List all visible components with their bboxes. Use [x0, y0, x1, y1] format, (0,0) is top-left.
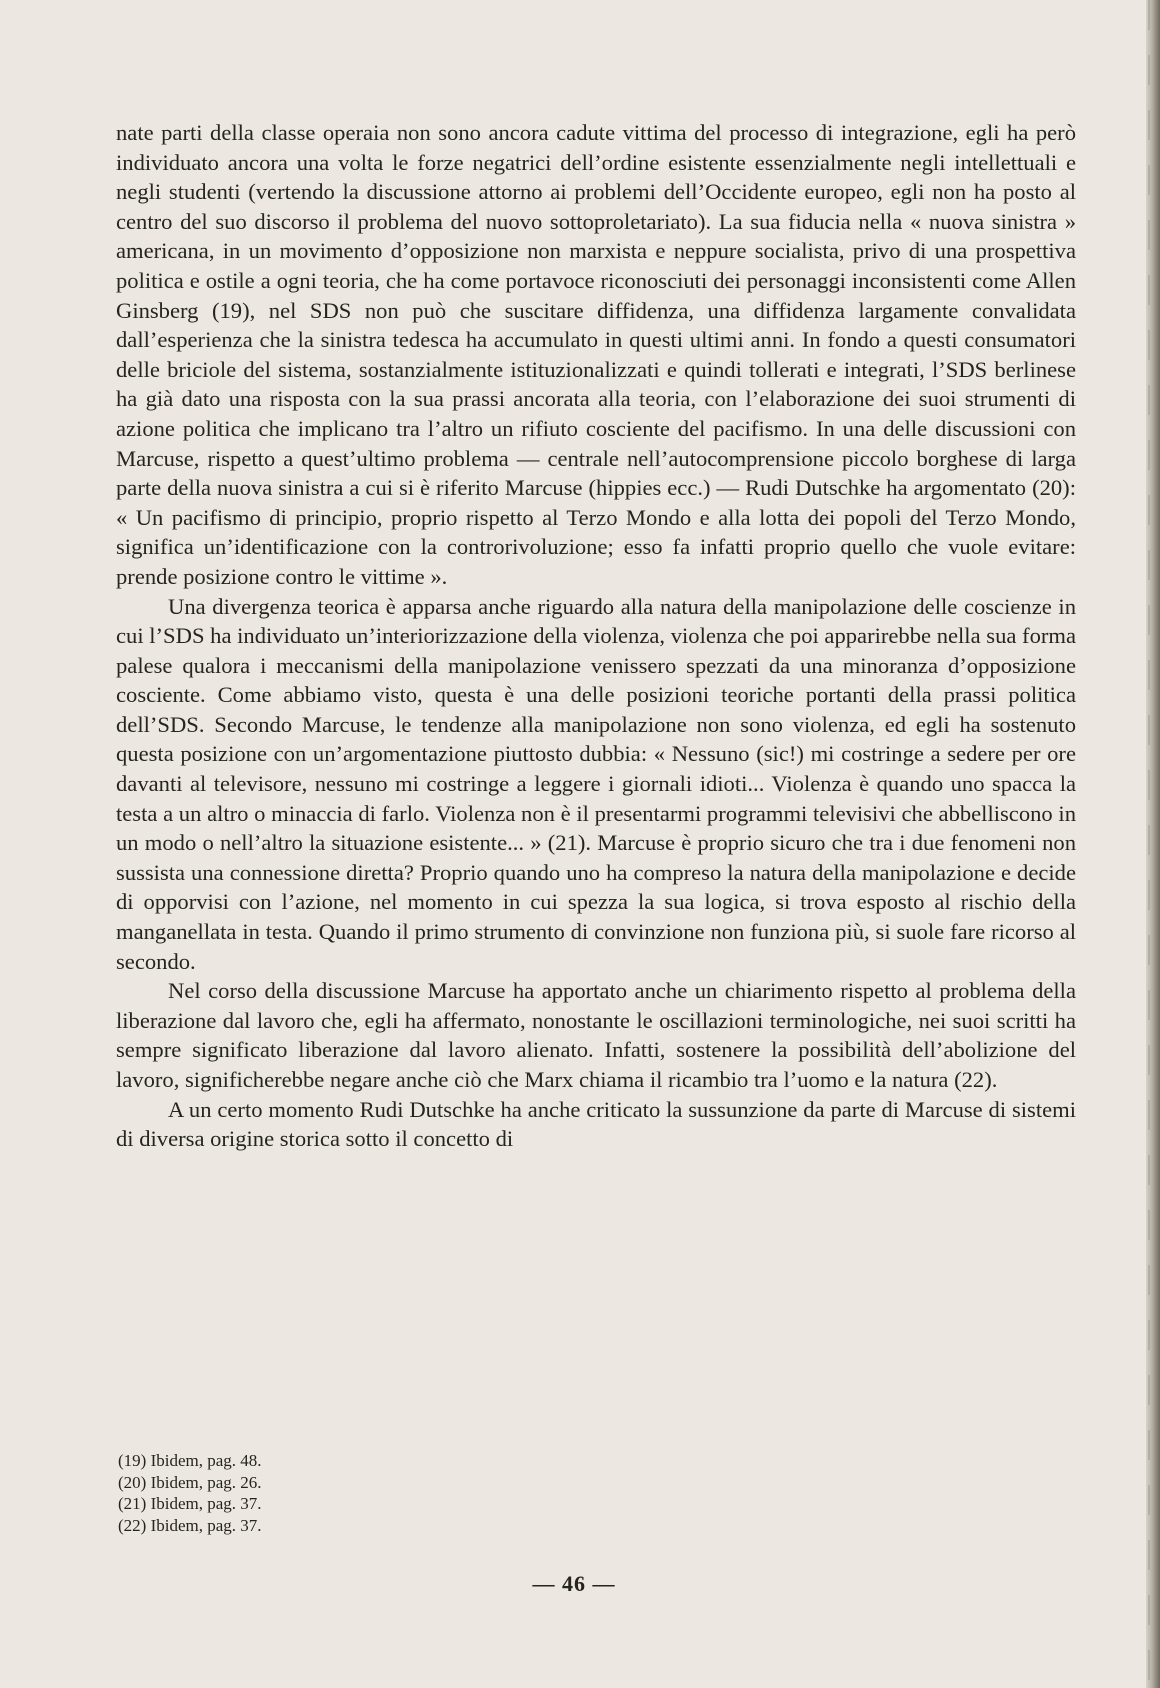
footnote-22: (22) Ibidem, pag. 37. [118, 1515, 262, 1535]
footnote-21: (21) Ibidem, pag. 37. [118, 1494, 262, 1513]
footnote-19: (19) Ibidem, pag. 48. [118, 1451, 262, 1470]
footnote-20: (20) Ibidem, pag. 26. [118, 1472, 262, 1492]
paragraph-3: Nel corso della discussione Marcuse ha apportato anche un chiarimento rispetto al problema della liberazione dal lavoro che, egli ha affermato, nonostante le oscillazioni terminologiche, nei suoi scritti ha sempre significato liberazione dal lavoro alienato. Infatti, sostenere la possibilità dell’abolizione del lavoro, significherebbe negare anche ciò che Marx chiama il ricambio tra l’uomo e la natura (22). [116, 978, 1076, 1092]
footnotes [118, 1450, 718, 1536]
paragraph-4: A un certo momento Rudi Dutschke ha anche criticato la sussunzione da parte di Marcuse di sistemi di diversa origine storica sotto il concetto di [116, 1096, 1076, 1152]
page-edge [1146, 0, 1160, 1688]
paragraph-2: Una divergenza teorica è apparsa anche riguardo alla natura della manipolazione delle coscienze in cui l’SDS ha individuato un’interiorizzazione della violenza, violenza che poi apparirebbe nella sua forma palese qualora i meccanismi della manipolazione venissero spezzati da una minoranza d’opposizione cosciente. Come abbiamo visto, questa è una delle posizioni teoriche portanti della prassi politica dell’SDS. Secondo Marcuse, le tendenze alla manipolazione non sono violenza, ed egli ha sostenuto questa posizione con un’argomentazione piuttosto dubbia: « Nessuno (sic!) mi costringe a sedere per ore davanti al televisore, nessuno mi costringe a leggere i giornali idioti... Violenza è quando uno spacca la testa a un altro o minaccia di farlo. Violenza non è il presentarmi programmi televisivi che abbelliscono in un modo o nell’altro la situazione esistente... » (21). Marcuse è proprio sicuro che tra i due fenomeni non sussista una connessione diretta? Proprio quando uno ha compreso la natura della manipolazione e decide di opporvisi con l’azione, nel momento in cui spezza la sua logica, si trova esposto al rischio della manganellata in testa. Quando il primo strumento di convinzione non funziona più, si suole fare ricorso al secondo. [116, 593, 1076, 974]
page-number: — 46 — [532, 1571, 616, 1596]
paragraph-1: nate parti della classe operaia non sono ancora cadute vittima del processo di integrazione, egli ha però individuato ancora una volta le forze negatrici dell’ordine esistente essenzialmente negli intellettuali e negli studenti (vertendo la discussione attorno ai problemi dell’Occidente europeo, egli non ha posto al centro del suo discorso il problema del nuovo sottoproletariato). La sua fiducia nella « nuova sinistra » americana, in un movimento d’opposizione non marxista e neppure socialista, privo di una prospettiva politica e ostile a ogni teoria, che ha come portavoce riconosciuti dei personaggi inconsistenti come Allen Ginsberg (19), nel SDS non può che suscitare diffidenza, una diffidenza largamente convalidata dall’esperienza che la sinistra tedesca ha accumulato in questi ultimi anni. In fondo a questi consumatori delle briciole del sistema, sostanzialmente istituzionalizzati e quindi tollerati e integrati, l’SDS berlinese ha già dato una risposta con la sua prassi ancorata alla teoria, con l’elaborazione dei suoi strumenti di azione politica che implicano tra l’altro un rifiuto cosciente del pacifismo. In una delle discussioni con Marcuse, rispetto a quest’ultimo problema — centrale nell’autocomprensione piccolo borghese di larga parte della nuova sinistra a cui si è riferito Marcuse (hippies ecc.) — Rudi Dutschke ha argomentato (20): « Un pacifismo di principio, proprio rispetto al Terzo Mondo e alla lotta dei popoli del Terzo Mondo, significa un’identificazione con la controrivoluzione; esso fa infatti proprio quello che vuole evitare: prende posizione contro le vittime ». [116, 120, 1076, 589]
body-text [116, 118, 1076, 1154]
